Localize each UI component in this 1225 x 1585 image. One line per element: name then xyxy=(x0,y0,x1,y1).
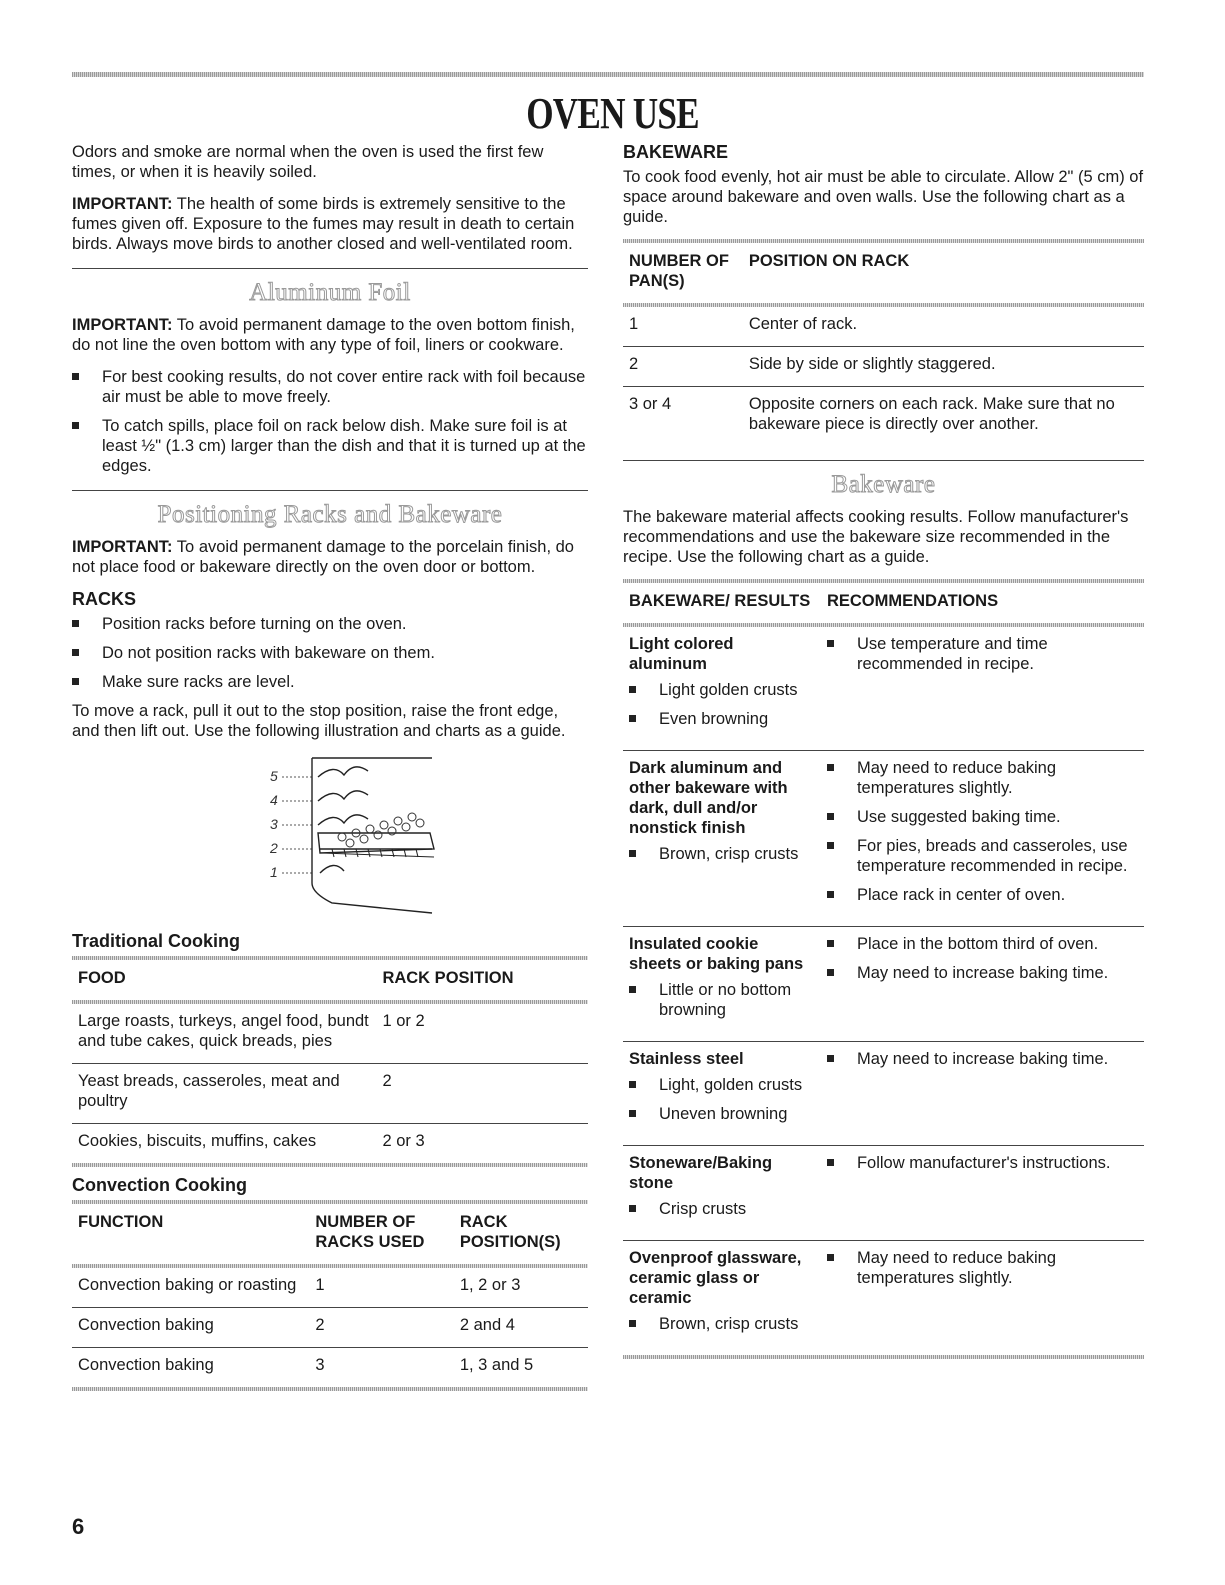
bakeware-type-cell xyxy=(623,627,821,751)
bakeware-material-text: The bakeware material affects cooking results. Follow manufacturer's recommendations and use the bakeware size recommended in the recipe. Use the following chart as a guide. xyxy=(623,508,1129,566)
table-cell: Center of rack. xyxy=(743,307,1144,347)
convection-cooking-table xyxy=(72,1204,588,1387)
recommendations-list xyxy=(827,1153,1138,1173)
column-header-bakeware-results: BAKEWARE/ RESULTS xyxy=(629,592,811,610)
racks-heading: RACKS xyxy=(72,589,137,609)
table-cell: 2 xyxy=(376,1064,588,1124)
column-header-racks-used: NUMBER OF RACKS USED xyxy=(315,1213,425,1251)
table-row xyxy=(623,347,1144,387)
oven-rack-diagram xyxy=(72,753,588,923)
recommendations-cell xyxy=(821,927,1144,1042)
rack-label-2: 2 xyxy=(270,840,278,856)
list-item: Brown, crisp crusts xyxy=(629,1314,815,1334)
table-cell: Large roasts, turkeys, angel food, bundt and tube cakes, quick breads, pies xyxy=(72,1004,376,1064)
table-row xyxy=(72,1348,588,1388)
list-item: Place rack in center of oven. xyxy=(827,885,1138,905)
list-item: Crisp crusts xyxy=(629,1199,815,1219)
table-cell: 1 xyxy=(623,307,743,347)
section-title-bakeware: Bakeware xyxy=(831,471,936,498)
table-cell: Convection baking xyxy=(72,1308,309,1348)
traditional-cooking-heading: Traditional Cooking xyxy=(72,931,241,951)
list-item: May need to reduce baking temperatures slightly. xyxy=(827,758,1138,798)
recommendations-list xyxy=(827,634,1138,674)
table-row xyxy=(72,1124,588,1164)
bakeware-type-cell xyxy=(623,1146,821,1241)
table-bottom-rule xyxy=(623,1355,1144,1359)
table-header-row xyxy=(72,1204,588,1264)
recommendations-cell xyxy=(821,751,1144,927)
results-list xyxy=(629,844,815,864)
table-row xyxy=(623,1241,1144,1356)
results-list xyxy=(629,1199,815,1219)
list-item: Uneven browning xyxy=(629,1104,815,1124)
divider xyxy=(72,268,588,269)
table-row xyxy=(623,627,1144,751)
column-header-number-of-pans: NUMBER OF PAN(S) xyxy=(629,252,729,290)
table-cell: 1 xyxy=(309,1268,453,1308)
recommendations-list xyxy=(827,1248,1138,1288)
table-cell: 2 and 4 xyxy=(454,1308,588,1348)
table-cell: 1, 3 and 5 xyxy=(459,1356,534,1374)
table-row xyxy=(623,751,1144,927)
bakeware-type-cell xyxy=(623,1241,821,1356)
table-row xyxy=(623,927,1144,1042)
table-row xyxy=(623,307,1144,347)
column-header-position-on-rack: POSITION ON RACK xyxy=(748,252,910,270)
bakeware-name: Stoneware/Baking stone xyxy=(629,1154,773,1192)
page-title: OVEN USE xyxy=(526,89,699,138)
bakeware-results-table xyxy=(623,583,1144,1355)
rack-label-4: 4 xyxy=(270,792,278,808)
table-header-row xyxy=(623,243,1144,303)
table-cell: 1, 2 or 3 xyxy=(454,1268,588,1308)
list-item: Little or no bottom browning xyxy=(629,980,815,1020)
recommendations-cell xyxy=(821,1146,1144,1241)
recommendations-list xyxy=(827,934,1138,983)
list-item: Use temperature and time recommended in recipe. xyxy=(827,634,1138,674)
list-item: Follow manufacturer's instructions. xyxy=(827,1153,1138,1173)
bakeware-type-cell xyxy=(623,1042,821,1146)
list-item: Do not position racks with bakeware on them. xyxy=(72,643,588,663)
table-header-row xyxy=(623,583,1144,623)
table-row xyxy=(72,1308,588,1348)
list-item: May need to increase baking time. xyxy=(827,963,1138,983)
right-column xyxy=(623,142,1144,1359)
foil-bullets xyxy=(72,367,588,476)
table-cell: 1 or 2 xyxy=(376,1004,588,1064)
rack-label-1: 1 xyxy=(270,864,278,880)
table-row xyxy=(623,387,1144,447)
column-header-rack-positions: RACK POSITION(S) xyxy=(459,1213,561,1251)
bakeware-text: To cook food evenly, hot air must be able to circulate. Allow 2" (5 cm) of space around bakeware and oven walls. Use the following chart as a guide. xyxy=(623,168,1144,226)
list-item: Use suggested baking time. xyxy=(827,807,1138,827)
bakeware-type-cell xyxy=(623,927,821,1042)
list-item: May need to increase baking time. xyxy=(827,1049,1138,1069)
bakeware-name: Stainless steel xyxy=(629,1050,744,1068)
table-cell: 2 xyxy=(623,347,743,387)
list-item: For pies, breads and casseroles, use temperature recommended in recipe. xyxy=(827,836,1138,876)
intro-paragraph: Odors and smoke are normal when the oven is used the first few times, or when it is heavily soiled. xyxy=(72,143,544,181)
rack-label-3: 3 xyxy=(270,816,278,832)
list-item: Even browning xyxy=(629,709,815,729)
bakeware-name: Ovenproof glassware, ceramic glass or ceramic xyxy=(629,1249,802,1307)
column-header-rack-position: RACK POSITION xyxy=(382,969,514,987)
table-bottom-rule xyxy=(72,1387,588,1391)
bakeware-heading: BAKEWARE xyxy=(623,142,729,162)
bakeware-type-cell xyxy=(623,751,821,927)
list-item: Position racks before turning on the oven. xyxy=(72,614,588,634)
list-item: Light golden crusts xyxy=(629,680,815,700)
results-list xyxy=(629,680,815,729)
table-row xyxy=(623,1146,1144,1241)
rack-illustration xyxy=(72,753,588,923)
section-title-positioning: Positioning Racks and Bakeware xyxy=(157,501,503,528)
bakeware-rows xyxy=(623,627,1144,1355)
table-cell: Opposite corners on each rack. Make sure that no bakeware piece is directly over another. xyxy=(748,395,1115,433)
table-cell: Yeast breads, casseroles, meat and poultry xyxy=(72,1064,376,1124)
recommendations-list xyxy=(827,758,1138,905)
bakeware-position-table xyxy=(623,243,1144,446)
foil-important: IMPORTANT: To avoid permanent damage to the oven bottom finish, do not line the oven bottom with any type of foil, liners or cookware. xyxy=(72,316,575,354)
table-row xyxy=(72,1004,588,1064)
page-number: 6 xyxy=(72,1514,85,1539)
table-header-row xyxy=(72,960,588,1000)
move-rack-text: To move a rack, pull it out to the stop position, raise the front edge, and then lift out. Use the following illustration and charts as a guide. xyxy=(72,702,566,740)
list-item: Place in the bottom third of oven. xyxy=(827,934,1138,954)
table-cell: Convection baking xyxy=(78,1356,214,1374)
section-title-aluminum-foil: Aluminum Foil xyxy=(249,279,411,306)
left-column xyxy=(72,142,588,1391)
positioning-important: IMPORTANT: To avoid permanent damage to the porcelain finish, do not place food or bakeware directly on the oven door or bottom. xyxy=(72,538,574,576)
table-cell: Cookies, biscuits, muffins, cakes xyxy=(78,1132,317,1150)
top-rule xyxy=(72,72,1144,77)
list-item: Make sure racks are level. xyxy=(72,672,588,692)
bakeware-name: Dark aluminum and other bakeware with dark, dull and/or nonstick finish xyxy=(629,759,788,837)
convection-cooking-heading: Convection Cooking xyxy=(72,1175,247,1195)
rack-label-5: 5 xyxy=(270,768,278,784)
table-row xyxy=(623,1042,1144,1146)
column-header-food: FOOD xyxy=(78,969,126,987)
recommendations-cell xyxy=(821,627,1144,751)
list-item: For best cooking results, do not cover entire rack with foil because air must be able to move freely. xyxy=(72,367,588,407)
recommendations-cell xyxy=(821,1241,1144,1356)
divider xyxy=(623,460,1144,461)
list-item: Brown, crisp crusts xyxy=(629,844,815,864)
table-cell: Convection baking or roasting xyxy=(72,1268,309,1308)
racks-bullets xyxy=(72,614,588,692)
list-item: Light, golden crusts xyxy=(629,1075,815,1095)
column-header-recommendations: RECOMMENDATIONS xyxy=(826,592,999,610)
table-row xyxy=(72,1268,588,1308)
results-list xyxy=(629,1314,815,1334)
results-list xyxy=(629,1075,815,1124)
table-cell: 3 or 4 xyxy=(629,395,672,413)
divider xyxy=(72,490,588,491)
table-cell: 2 or 3 xyxy=(382,1132,425,1150)
traditional-cooking-table xyxy=(72,960,588,1163)
recommendations-cell xyxy=(821,1042,1144,1146)
intro-important: IMPORTANT: The health of some birds is extremely sensitive to the fumes given off. Exposure to the fumes may result in death to certain birds. Always move birds to another closed and well-ventilated room. xyxy=(72,195,575,253)
bakeware-name: Insulated cookie sheets or baking pans xyxy=(629,935,804,973)
table-bottom-rule xyxy=(72,1163,588,1167)
column-header-function: FUNCTION xyxy=(78,1213,164,1231)
list-item: May need to reduce baking temperatures slightly. xyxy=(827,1248,1138,1288)
table-cell: Side by side or slightly staggered. xyxy=(743,347,1144,387)
table-row xyxy=(72,1064,588,1124)
recommendations-list xyxy=(827,1049,1138,1069)
list-item: To catch spills, place foil on rack below dish. Make sure foil is at least ½" (1.3 cm) larger than the dish and that it is turned up at the edges. xyxy=(72,416,588,476)
results-list xyxy=(629,980,815,1020)
bakeware-name: Light colored aluminum xyxy=(629,635,734,673)
table-cell: 3 xyxy=(315,1356,325,1374)
table-cell: 2 xyxy=(309,1308,453,1348)
